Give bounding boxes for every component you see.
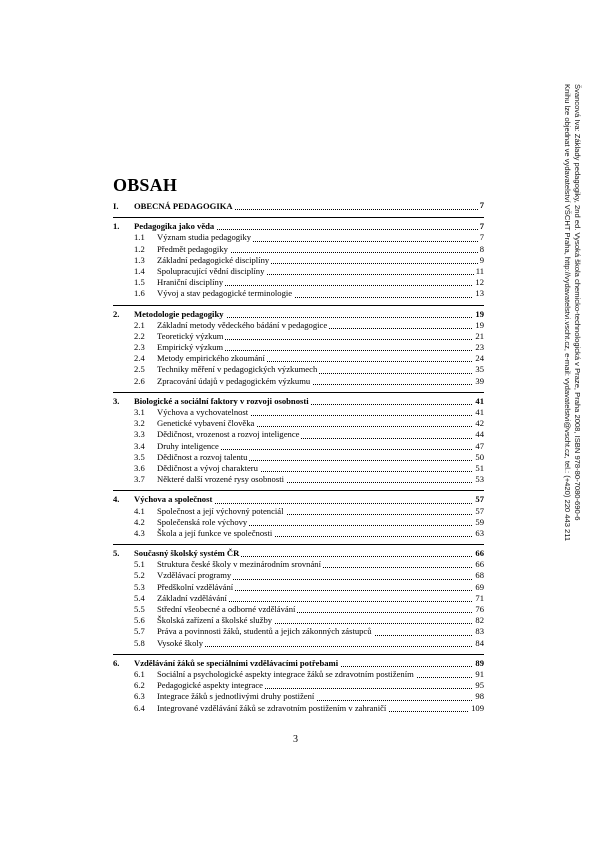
toc-section-entry[interactable] — [113, 669, 484, 680]
toc-section-entry[interactable] — [113, 703, 484, 714]
section-title: Vzdělávací programy — [157, 570, 232, 581]
section-title: Druhy inteligence — [157, 440, 219, 451]
chapter-number: 2. — [113, 308, 120, 319]
toc-section-entry[interactable] — [113, 570, 484, 581]
chapter-separator — [113, 490, 484, 491]
section-number: 1.4 — [134, 265, 145, 276]
section-number: 6.1 — [134, 668, 145, 679]
page-ref: 7 — [479, 221, 484, 232]
chapter-block — [113, 490, 484, 539]
toc-chapter-entry[interactable] — [113, 309, 484, 320]
section-title: Školská zařízení a školské služby — [157, 615, 273, 626]
section-number: 3.3 — [134, 429, 145, 440]
section-title: Integrované vzdělávání žáků se zdravotním postižením v zahraničí — [157, 702, 387, 713]
toc-section-entry[interactable] — [113, 407, 484, 418]
toc-section-entry[interactable] — [113, 517, 484, 528]
section-title: Empirický výzkum — [157, 342, 224, 353]
part-number: I. — [113, 201, 119, 211]
page-ref: 41 — [475, 407, 484, 417]
side-note-line: Švancová Iva: Základy pedagogiky, 2nd ed. Vysoká škola chemicko-technologická v Praze, Praha 2008, ISBN 978-80-7080-690-6 — [573, 84, 582, 521]
part-title: OBECNÁ PEDAGOGIKA — [134, 201, 233, 211]
toc-part-entry[interactable] — [113, 200, 484, 212]
toc-chapter-entry[interactable] — [113, 221, 484, 232]
page-ref: 42 — [475, 418, 484, 429]
toc-section-entry[interactable] — [113, 364, 484, 375]
page-ref: 11 — [475, 265, 484, 276]
page-ref: 23 — [475, 342, 484, 353]
toc-section-entry[interactable] — [113, 626, 484, 637]
page-ref: 44 — [475, 429, 484, 440]
section-title: Výchova a vychovatelnost — [157, 407, 249, 417]
section-number: 6.2 — [134, 680, 145, 691]
toc-section-entry[interactable] — [113, 353, 484, 364]
section-title: Škola a její funkce ve společnosti — [157, 527, 273, 538]
chapter-separator — [113, 654, 484, 655]
section-number: 5.4 — [134, 592, 145, 603]
page-ref: 8 — [479, 243, 484, 254]
page-number: 3 — [293, 734, 298, 745]
toc-section-entry[interactable] — [113, 593, 484, 604]
chapter-separator — [113, 305, 484, 306]
section-number: 5.1 — [134, 559, 145, 570]
chapter-block — [113, 217, 484, 299]
page-ref: 84 — [475, 637, 484, 648]
toc-section-entry[interactable] — [113, 429, 484, 440]
section-number: 5.3 — [134, 581, 145, 592]
section-title: Struktura české školy v mezinárodním srovnání — [157, 559, 321, 570]
chapter-title: Výchova a společnost — [134, 494, 213, 505]
chapter-title: Pedagogika jako věda — [134, 221, 215, 232]
page-ref: 57 — [475, 505, 484, 516]
section-title: Genetické vybavení člověka — [157, 418, 255, 429]
section-number: 2.5 — [134, 364, 145, 375]
page-ref: 7 — [479, 200, 484, 210]
chapter-title: Současný školský systém ČR — [134, 548, 240, 559]
page-ref: 91 — [475, 668, 484, 679]
section-number: 1.6 — [134, 288, 145, 299]
toc-chapter-entry[interactable] — [113, 548, 484, 559]
toc-section-entry[interactable] — [113, 255, 484, 266]
section-title: Základní pedagogické disciplíny — [157, 254, 270, 265]
toc-section-entry[interactable] — [113, 244, 484, 255]
page-ref: 24 — [475, 353, 484, 364]
section-number: 1.5 — [134, 277, 145, 288]
toc-section-entry[interactable] — [113, 559, 484, 570]
section-number: 4.3 — [134, 527, 145, 538]
chapter-block — [113, 305, 484, 387]
page-ref: 21 — [475, 330, 484, 341]
section-number: 1.1 — [134, 232, 145, 243]
section-number: 3.2 — [134, 418, 145, 429]
section-title: Práva a povinnosti žáků, studentů a jejich zákonných zástupců — [157, 626, 372, 637]
page-ref: 12 — [475, 277, 484, 288]
chapter-number: 6. — [113, 657, 120, 668]
section-number: 2.3 — [134, 342, 145, 353]
page-ref: 76 — [475, 604, 484, 614]
section-number: 3.7 — [134, 474, 145, 485]
chapter-block — [113, 544, 484, 649]
page-ref: 57 — [475, 494, 484, 505]
section-number: 1.2 — [134, 243, 145, 254]
section-title: Pedagogické aspekty integrace — [157, 680, 263, 691]
section-title: Základní metody vědeckého bádání v pedagogice — [157, 319, 328, 330]
page-ref: 69 — [475, 581, 484, 592]
page-ref: 71 — [475, 592, 484, 603]
toc-section-entry[interactable] — [113, 342, 484, 353]
toc-section-entry[interactable] — [113, 418, 484, 429]
page-ref: 41 — [475, 395, 484, 406]
toc-section-entry[interactable] — [113, 528, 484, 539]
section-number: 5.7 — [134, 626, 145, 637]
toc-chapter-entry[interactable] — [113, 658, 484, 669]
page-ref: 47 — [475, 440, 484, 451]
section-number: 5.8 — [134, 637, 145, 648]
chapter-block — [113, 392, 484, 486]
page-ref: 35 — [475, 364, 484, 375]
page-ref: 7 — [479, 232, 484, 243]
chapter-list — [113, 217, 484, 714]
section-number: 6.4 — [134, 702, 145, 713]
page-ref: 109 — [471, 702, 484, 713]
section-title: Předmět pedagogiky — [157, 243, 228, 254]
section-number: 2.6 — [134, 375, 145, 386]
section-title: Teoretický výzkum — [157, 330, 224, 341]
section-title: Vysoké školy — [157, 637, 204, 648]
page-title: OBSAH — [113, 175, 178, 195]
toc-section-entry[interactable] — [113, 506, 484, 517]
page-ref: 19 — [475, 308, 484, 319]
chapter-number: 4. — [113, 494, 120, 505]
toc-section-entry[interactable] — [113, 277, 484, 288]
toc-section-entry[interactable] — [113, 320, 484, 331]
chapter-title: Vzdělávání žáků se speciálními vzdělávacími potřebami — [134, 657, 339, 668]
section-number: 5.5 — [134, 604, 145, 614]
toc-section-entry[interactable] — [113, 604, 484, 615]
chapter-number: 1. — [113, 221, 120, 232]
page-ref: 68 — [475, 570, 484, 581]
toc-section-entry[interactable] — [113, 638, 484, 649]
page-ref: 19 — [475, 319, 484, 330]
section-title: Hraniční disciplíny — [157, 277, 224, 288]
page-ref: 66 — [475, 548, 484, 559]
chapter-number: 3. — [113, 395, 120, 406]
section-number: 2.4 — [134, 353, 145, 364]
toc-section-entry[interactable] — [113, 288, 484, 299]
page-ref: 51 — [475, 462, 484, 473]
section-title: Integrace žáků s jednotlivými druhy postižení — [157, 691, 315, 702]
page-ref: 83 — [475, 626, 484, 637]
page-ref: 66 — [475, 559, 484, 570]
page-ref: 59 — [475, 516, 484, 527]
section-title: Základní vzdělávání — [157, 592, 227, 603]
toc-section-entry[interactable] — [113, 232, 484, 243]
toc-chapter-entry[interactable] — [113, 396, 484, 407]
chapter-separator — [113, 217, 484, 218]
section-title: Techniky měření v pedagogických výzkumech — [157, 364, 318, 375]
section-title: Dědičnost a rozvoj talentu — [157, 451, 248, 462]
section-number: 5.6 — [134, 615, 145, 626]
section-number: 1.3 — [134, 254, 145, 265]
section-number: 4.1 — [134, 505, 145, 516]
section-title: Společnost a její výchovný potenciál — [157, 505, 284, 516]
section-number: 6.3 — [134, 691, 145, 702]
section-number: 5.2 — [134, 570, 145, 581]
section-title: Dědičnost a vývoj charakteru — [157, 462, 258, 473]
section-number: 3.1 — [134, 407, 145, 417]
toc-chapter-entry[interactable] — [113, 494, 484, 505]
section-number: 3.6 — [134, 462, 145, 473]
section-title: Zpracování údajů v pedagogickém výzkumu — [157, 375, 311, 386]
page-ref: 13 — [475, 288, 484, 299]
table-of-contents — [113, 200, 484, 714]
toc-section-entry[interactable] — [113, 266, 484, 277]
section-number: 2.1 — [134, 319, 145, 330]
page-ref: 53 — [475, 474, 484, 485]
chapter-separator — [113, 392, 484, 393]
toc-section-entry[interactable] — [113, 680, 484, 691]
page-ref: 9 — [479, 254, 484, 265]
side-note-line: Knihu lze objednat ve vydavatelství VŠCHT Praha, http://vydavatelstvi.vscht.cz, e-mail: vydavatelstvi@vscht.cz, tel.: (+420) 220 443 211 — [563, 84, 572, 542]
section-title: Metody empirického zkoumání — [157, 353, 265, 364]
chapter-separator — [113, 544, 484, 545]
toc-section-entry[interactable] — [113, 691, 484, 702]
chapter-block — [113, 654, 484, 714]
copyright-side-note — [562, 84, 582, 541]
page-ref: 82 — [475, 615, 484, 626]
page-ref: 63 — [475, 527, 484, 538]
toc-section-entry[interactable] — [113, 331, 484, 342]
section-number: 2.2 — [134, 330, 145, 341]
section-title: Sociální a psychologické aspekty integrace žáků se zdravotním postižením — [157, 668, 414, 679]
section-number: 4.2 — [134, 516, 145, 527]
chapter-title: Metodologie pedagogiky — [134, 308, 224, 319]
page-ref: 98 — [475, 691, 484, 702]
section-title: Dědičnost, vrozenost a rozvoj inteligence — [157, 429, 300, 440]
toc-section-entry[interactable] — [113, 582, 484, 593]
section-title: Některé další vrozené rysy osobnosti — [157, 474, 284, 485]
page-ref: 39 — [475, 375, 484, 386]
page-ref: 89 — [475, 657, 484, 668]
section-title: Střední všeobecné a odborné vzdělávání — [157, 604, 296, 614]
toc-section-entry[interactable] — [113, 441, 484, 452]
toc-section-entry[interactable] — [113, 474, 484, 485]
section-title: Předškolní vzdělávání — [157, 581, 234, 592]
page-ref: 95 — [475, 680, 484, 691]
section-title: Vývoj a stav pedagogické terminologie — [157, 288, 293, 299]
toc-section-entry[interactable] — [113, 463, 484, 474]
toc-section-entry[interactable] — [113, 376, 484, 387]
section-title: Společenská role výchovy — [157, 516, 248, 527]
section-number: 3.4 — [134, 440, 145, 451]
chapter-number: 5. — [113, 548, 120, 559]
section-number: 3.5 — [134, 451, 145, 462]
toc-section-entry[interactable] — [113, 615, 484, 626]
section-title: Spolupracující vědní disciplíny — [157, 265, 265, 276]
page-ref: 50 — [475, 451, 484, 462]
chapter-title: Biologické a sociální faktory v rozvoji osobnosti — [134, 395, 309, 406]
toc-section-entry[interactable] — [113, 452, 484, 463]
section-title: Význam studia pedagogiky — [157, 232, 252, 243]
